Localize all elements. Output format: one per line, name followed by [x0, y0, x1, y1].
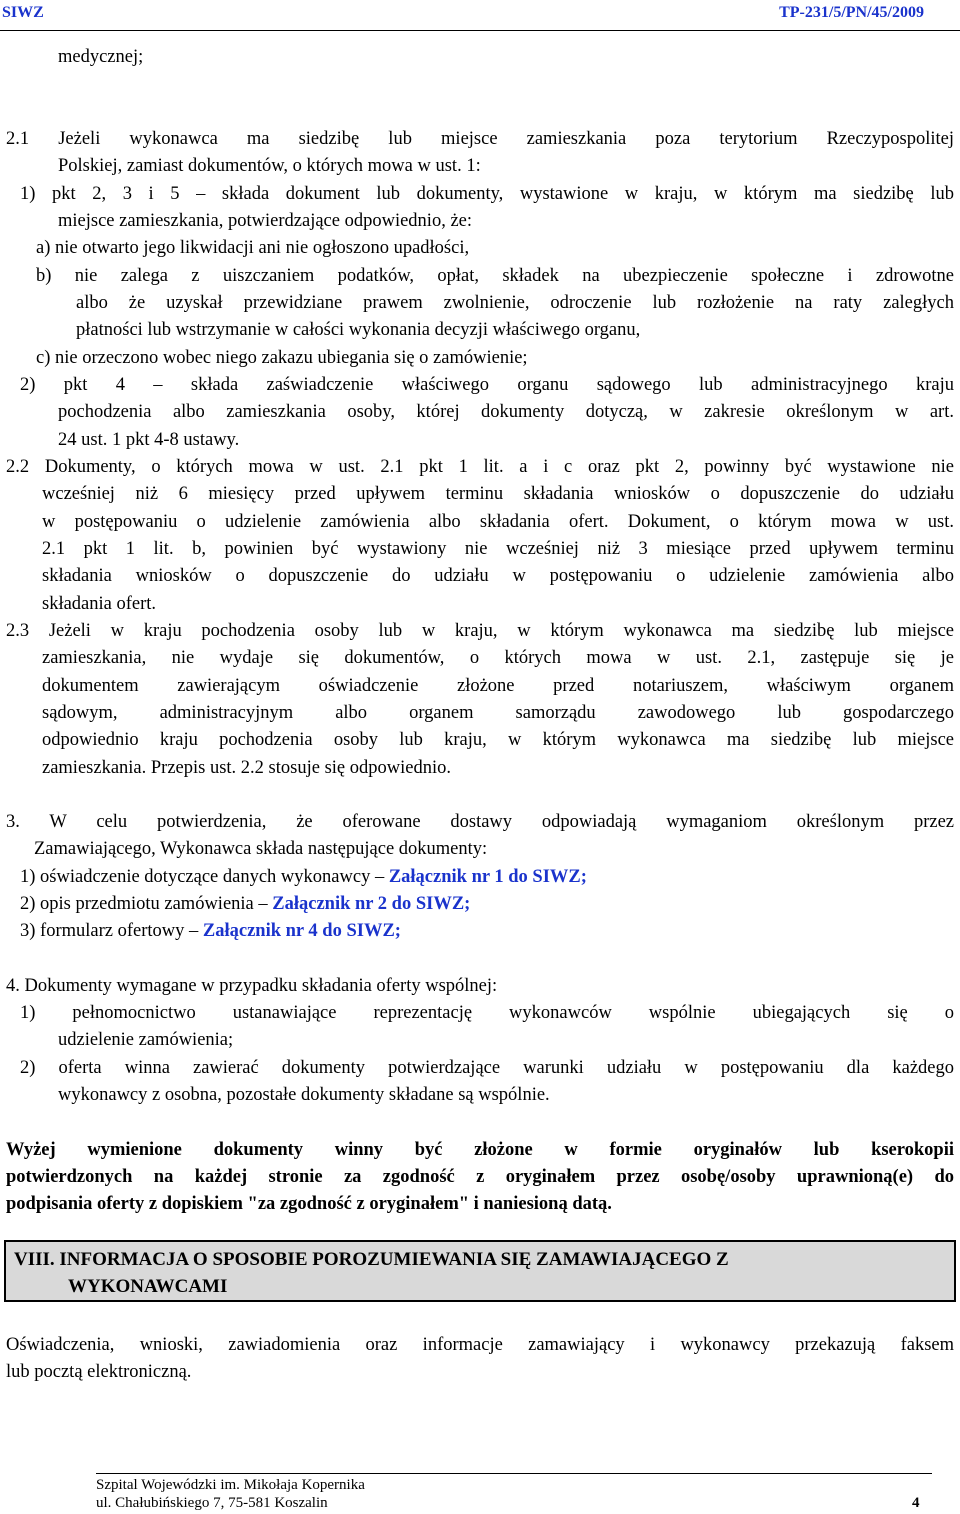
text-line: w postępowaniu o udzielenie zamówienia albo składania ofert. Dokument, o którym mowa w ust. — [42, 512, 954, 532]
text-line: 2.1 pkt 1 lit. b, powinien być wystawiony nie wcześniej niż 3 miesiące przed upływem terminu — [42, 539, 954, 559]
page-header — [0, 0, 960, 31]
attachment-reference: Załącznik nr 2 do SIWZ; — [272, 894, 471, 914]
text-line: płatności lub wstrzymanie w całości wykonania decyzji właściwego organu, — [76, 320, 641, 340]
text-line: składania ofert. — [42, 594, 157, 614]
text-line: 2.3 Jeżeli w kraju pochodzenia osoby lub w kraju, w którym wykonawca ma siedzibę lub miejsce — [6, 621, 954, 641]
list-item — [20, 920, 401, 942]
section-heading-line1: VIII. INFORMACJA O SPOSOBIE POROZUMIEWANIA SIĘ ZAMAWIAJĄCEGO Z — [14, 1249, 729, 1270]
text-line: 2.2 Dokumenty, o których mowa w ust. 2.1 pkt 1 lit. a i c oraz pkt 2, powinny być wystawione nie — [6, 457, 954, 477]
footer-address: ul. Chałubińskiego 7, 75-581 Koszalin — [96, 1495, 328, 1511]
text-line: 3. W celu potwierdzenia, że oferowane dostawy odpowiadają wymaganiom określonym przez — [6, 812, 954, 832]
bold-note-line: podpisania oferty z dopiskiem "za zgodność z oryginałem" i naniesioną datą. — [6, 1194, 612, 1214]
text-line: Polskiej, zamiast dokumentów, o których mowa w ust. 1: — [58, 156, 481, 176]
text-line: lub pocztą elektroniczną. — [6, 1362, 192, 1382]
list-item-text: 1) oświadczenie dotyczące danych wykonawcy – — [20, 867, 389, 887]
bold-note-line: potwierdzonych na każdej stronie za zgodność z oryginałem przez osobę/osoby uprawnioną(e) do — [6, 1167, 954, 1187]
text-line: 1) pkt 2, 3 i 5 – składa dokument lub dokumenty, wystawione w kraju, w którym ma siedzibę lub — [20, 184, 954, 204]
text-line: zamieszkania. Przepis ust. 2.2 stosuje się odpowiednio. — [42, 758, 451, 778]
text-line: odpowiednio kraju pochodzenia osoby lub kraju, w którym wykonawca ma siedzibę lub miejsce — [42, 730, 954, 750]
text-line: zamieszkania, nie wydaje się dokumentów, o których mowa w ust. 2.1, zastępuje się je — [42, 648, 954, 668]
text-line: 2) oferta winna zawierać dokumenty potwierdzające warunki udziału w postępowaniu dla każdego — [20, 1058, 954, 1078]
text-line: c) nie orzeczono wobec niego zakazu ubiegania się o zamówienie; — [36, 348, 528, 368]
text-line: wykonawcy z osobna, pozostałe dokumenty składane są wspólnie. — [58, 1085, 550, 1105]
section-heading-line2: WYKONAWCAMI — [68, 1276, 228, 1297]
text-line: b) nie zalega z uiszczaniem podatków, opłat, składek na ubezpieczenie społeczne i zdrowotne — [36, 266, 954, 286]
footer-divider — [96, 1473, 932, 1474]
list-item — [20, 893, 470, 915]
page-number: 4 — [912, 1495, 920, 1511]
header-doc-name: SIWZ — [2, 4, 44, 21]
attachment-reference: Załącznik nr 1 do SIWZ; — [388, 867, 587, 887]
text-line: udzielenie zamówienia; — [58, 1030, 234, 1050]
header-reference: TP-231/5/PN/45/2009 — [779, 4, 924, 21]
attachment-reference: Załącznik nr 4 do SIWZ; — [202, 921, 401, 941]
text-line: a) nie otwarto jego likwidacji ani nie ogłoszono upadłości, — [36, 238, 470, 258]
list-item — [20, 866, 587, 888]
text-line: 24 ust. 1 pkt 4-8 ustawy. — [58, 430, 240, 450]
text-line: sądowym, administracyjnym albo organem samorządu zawodowego lub gospodarczego — [42, 703, 954, 723]
text-line: 2.1 Jeżeli wykonawca ma siedzibę lub miejsce zamieszkania poza terytorium Rzeczypospolitej — [6, 129, 954, 149]
text-line: 4. Dokumenty wymagane w przypadku składania oferty wspólnej: — [6, 976, 498, 996]
text-line: Zamawiającego, Wykonawca składa następujące dokumenty: — [34, 839, 488, 859]
bold-note-line: Wyżej wymienione dokumenty winny być złożone w formie oryginałów lub kserokopii — [6, 1140, 954, 1160]
text-line: dokumentem zawierającym oświadczenie złożone przed notariuszem, właściwym organem — [42, 676, 954, 696]
text-line: 2) pkt 4 – składa zaświadczenie właściwego organu sądowego lub administracyjnego kraju — [20, 375, 954, 395]
list-item-text: 2) opis przedmiotu zamówienia – — [20, 894, 273, 914]
text-line: albo że uzyskał przewidziane prawem zwolnienie, odroczenie lub rozłożenie na raty zaległych — [76, 293, 954, 313]
text-line: medycznej; — [58, 47, 144, 67]
text-line: składania wniosków o dopuszczenie do udziału w postępowaniu o udzielenie zamówienia albo — [42, 566, 954, 586]
text-line: Oświadczenia, wnioski, zawiadomienia oraz informacje zamawiający i wykonawcy przekazują faksem — [6, 1335, 954, 1355]
list-item-text: 3) formularz ofertowy – — [20, 921, 203, 941]
text-line: wcześniej niż 6 miesięcy przed upływem terminu składania wniosków o dopuszczenie do udziału — [42, 484, 954, 504]
text-line: 1) pełnomocnictwo ustanawiające reprezentację wykonawców wspólnie ubiegających się o — [20, 1003, 954, 1023]
text-line: miejsce zamieszkania, potwierdzające odpowiednio, że: — [58, 211, 473, 231]
footer-institution: Szpital Wojewódzki im. Mikołaja Kopernika — [96, 1477, 365, 1493]
text-line: pochodzenia albo zamieszkania osoby, której dokumenty dotyczą, w zakresie określonym w art. — [58, 402, 954, 422]
